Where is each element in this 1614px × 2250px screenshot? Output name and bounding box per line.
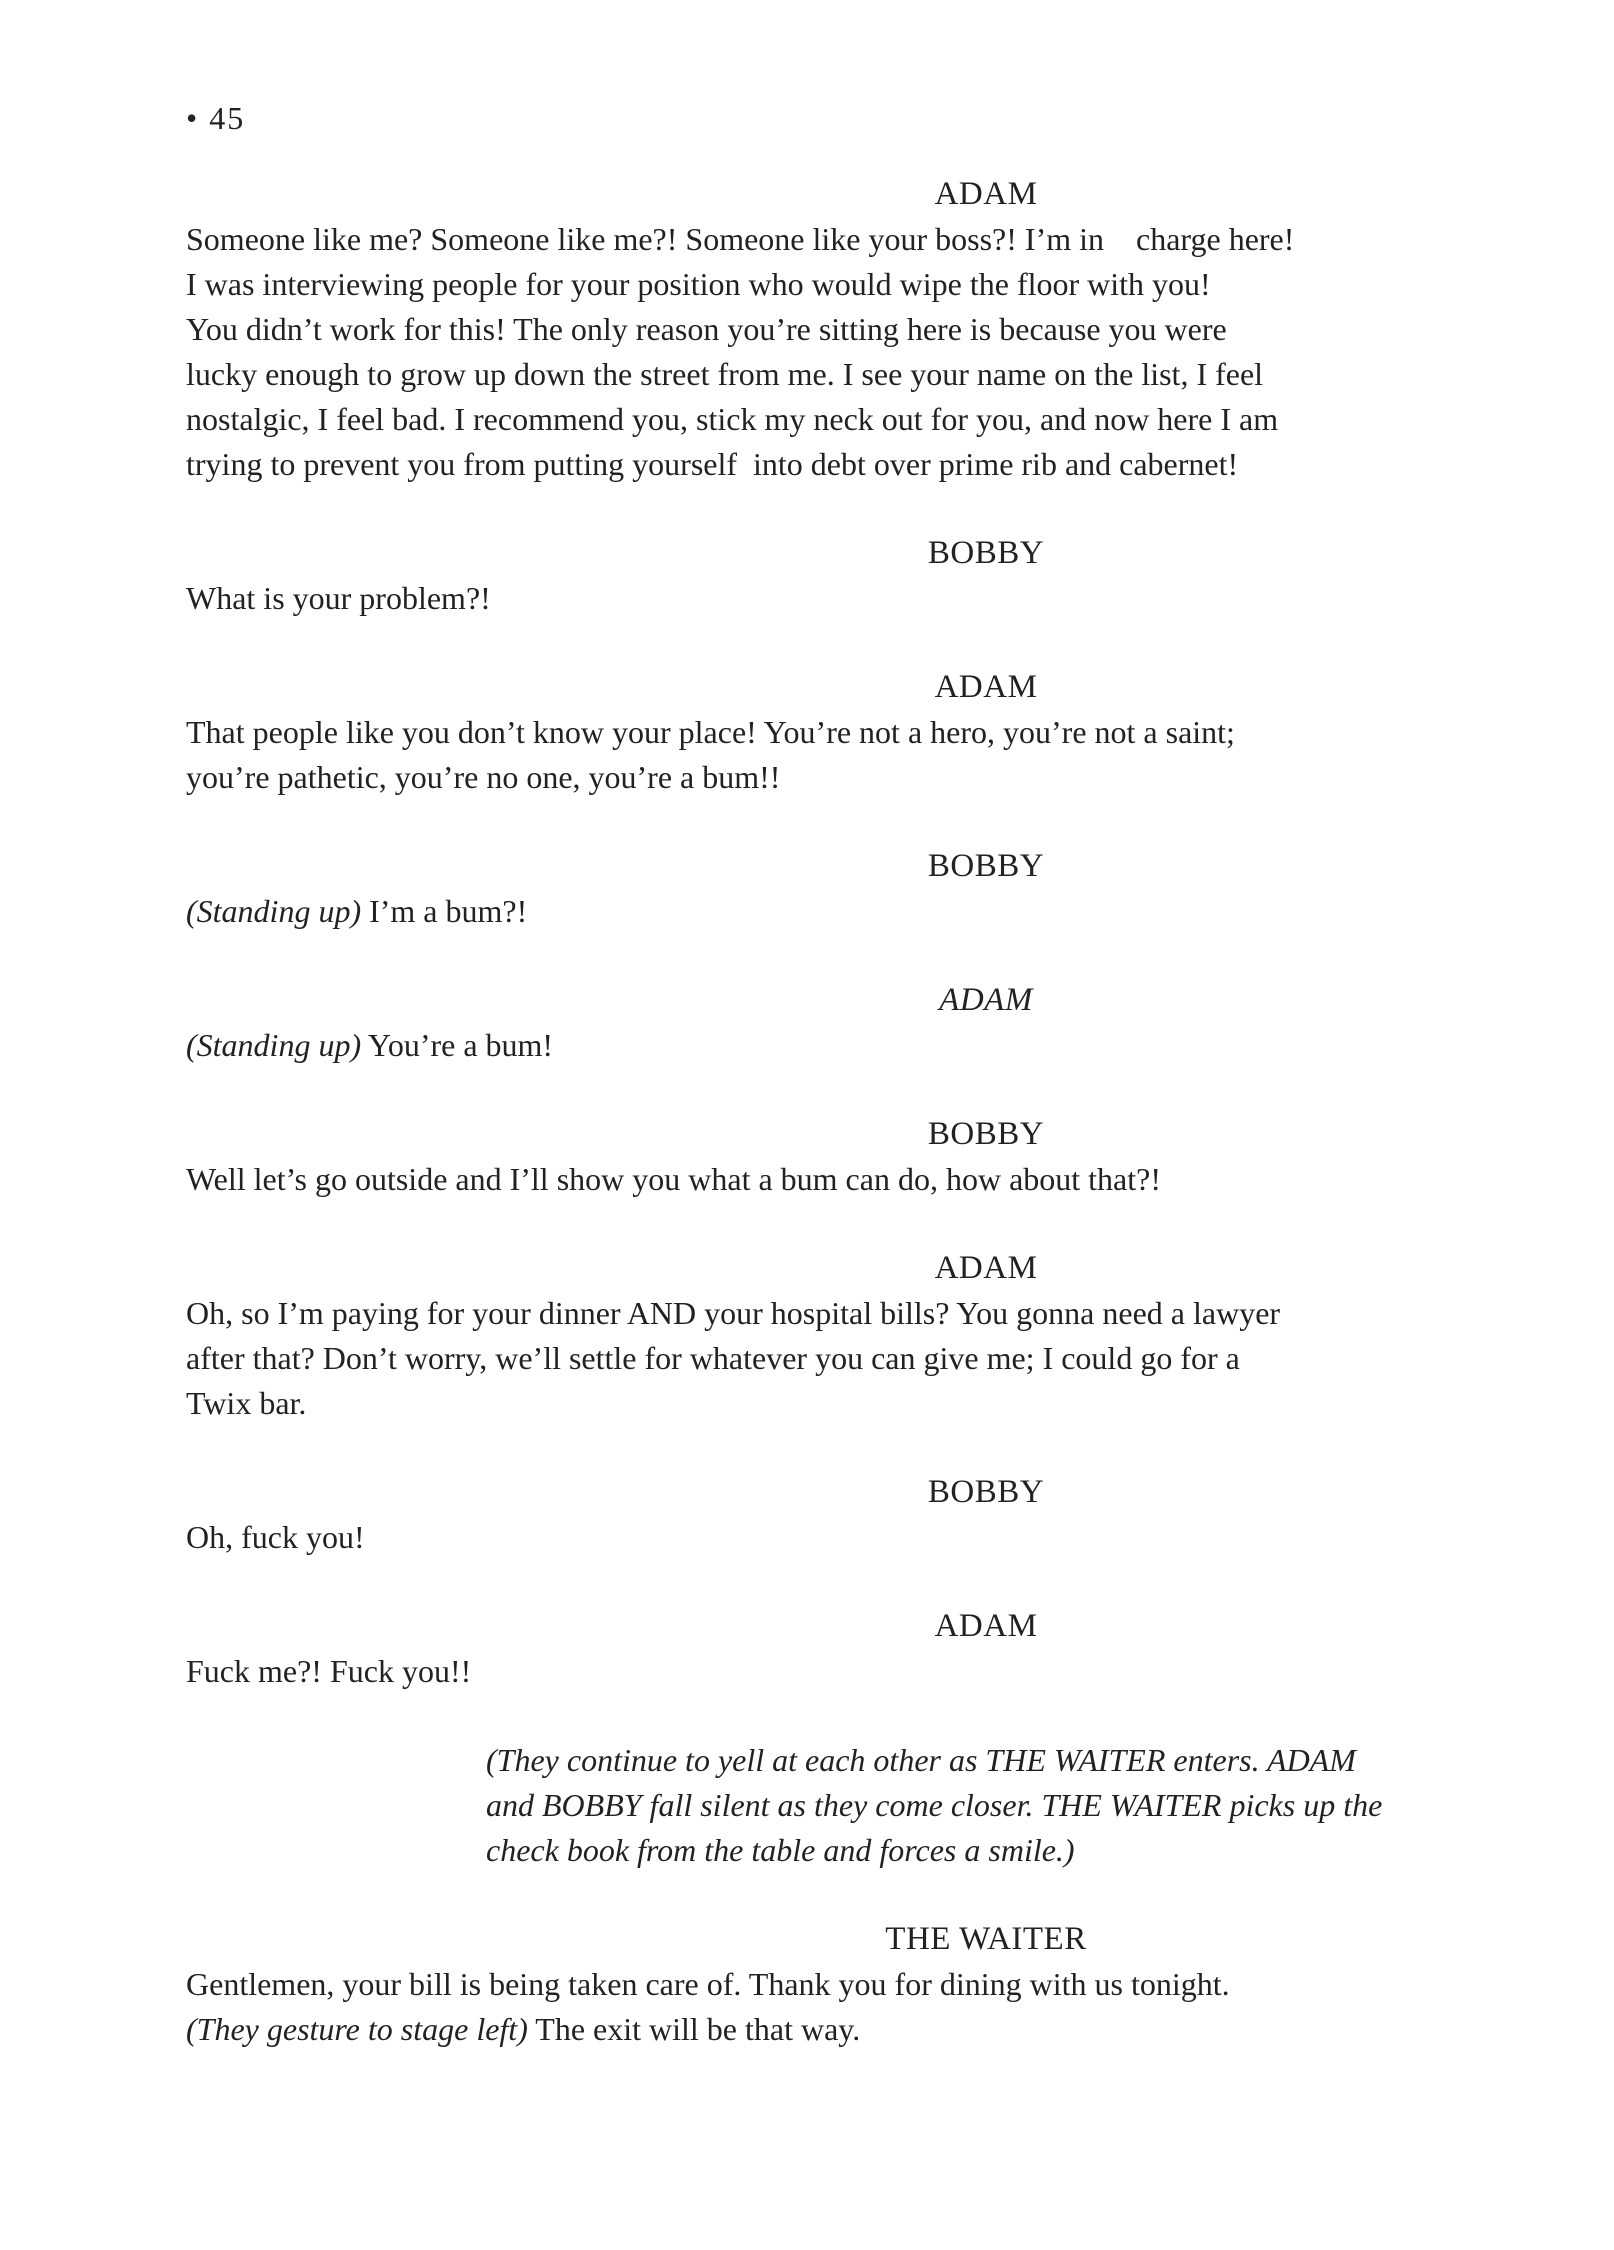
speaker-name: THE WAITER — [885, 1921, 1087, 1957]
dialogue-line: you’re pathetic, you’re no one, you’re a bum!! — [186, 759, 781, 795]
speaker-name: BOBBY — [927, 1474, 1045, 1510]
dialogue-text: The exit will be that way. — [527, 2011, 861, 2047]
dialogue-line: lucky enough to grow up down the street from me. I see your name on the list, I feel — [186, 356, 1264, 392]
dialogue-line: I was interviewing people for your position who would wipe the floor with you! — [186, 266, 1211, 302]
dialogue-text: You’re a bum! — [361, 1027, 554, 1063]
parenthetical: (They gesture to stage left) — [186, 2011, 528, 2047]
dialogue-block-bobby-2 — [186, 844, 1426, 934]
dialogue-line: after that? Don’t worry, we’ll settle for whatever you can give me; I could go for a — [186, 1340, 1240, 1376]
dialogue-line — [186, 889, 1426, 934]
speaker-name: ADAM — [934, 669, 1038, 705]
dialogue-text: I’m a bum?! — [361, 893, 528, 929]
dialogue-line: Fuck me?! Fuck you!! — [186, 1653, 472, 1689]
dialogue-block-bobby-3 — [186, 1112, 1426, 1202]
dialogue-block-waiter — [186, 1917, 1426, 2052]
dialogue-line: Oh, so I’m paying for your dinner AND your hospital bills? You gonna need a lawyer — [186, 1295, 1281, 1331]
parenthetical: (Standing up) — [186, 893, 362, 929]
stage-direction-line: check book from the table and forces a smile.) — [486, 1832, 1075, 1868]
dialogue-line: trying to prevent you from putting yourself into debt over prime rib and cabernet! — [186, 446, 1239, 482]
dialogue-block-adam-1 — [186, 172, 1426, 487]
dialogue-line: You didn’t work for this! The only reason you’re sitting here is because you were — [186, 311, 1227, 347]
dialogue-block-adam-3 — [186, 978, 1426, 1068]
dialogue-line: nostalgic, I feel bad. I recommend you, stick my neck out for you, and now here I am — [186, 401, 1279, 437]
dialogue-line: That people like you don’t know your place! You’re not a hero, you’re not a saint; — [186, 714, 1235, 750]
speaker-name: ADAM — [934, 1250, 1038, 1286]
dialogue-block-adam-2 — [186, 665, 1426, 800]
script-content — [186, 172, 1426, 2052]
stage-direction — [486, 1738, 1426, 1873]
stage-direction-line: (They continue to yell at each other as THE WAITER enters. ADAM — [486, 1742, 1356, 1778]
dialogue-line: Well let’s go outside and I’ll show you what a bum can do, how about that?! — [186, 1161, 1161, 1197]
speaker-name: ADAM — [939, 982, 1033, 1018]
dialogue-line: What is your problem?! — [186, 580, 491, 616]
speaker-name: BOBBY — [927, 1116, 1045, 1152]
dialogue-line — [186, 2007, 1426, 2052]
dialogue-block-bobby-1 — [186, 531, 1426, 621]
page-number: • 45 — [186, 100, 246, 136]
dialogue-line — [186, 1023, 1426, 1068]
parenthetical: (Standing up) — [186, 1027, 362, 1063]
speaker-name: ADAM — [934, 1608, 1038, 1644]
dialogue-line: Twix bar. — [186, 1385, 307, 1421]
speaker-name: BOBBY — [927, 848, 1045, 884]
speaker-name: ADAM — [934, 176, 1038, 212]
stage-direction-line: and BOBBY fall silent as they come closer. THE WAITER picks up the — [486, 1787, 1383, 1823]
dialogue-line: Someone like me? Someone like me?! Someone like your boss?! I’m in charge here! — [186, 221, 1295, 257]
dialogue-block-adam-5 — [186, 1604, 1426, 1694]
dialogue-block-adam-4 — [186, 1246, 1426, 1426]
dialogue-line: Oh, fuck you! — [186, 1519, 365, 1555]
speaker-name: BOBBY — [927, 535, 1045, 571]
dialogue-line: Gentlemen, your bill is being taken care of. Thank you for dining with us tonight. — [186, 1966, 1230, 2002]
dialogue-block-bobby-4 — [186, 1470, 1426, 1560]
